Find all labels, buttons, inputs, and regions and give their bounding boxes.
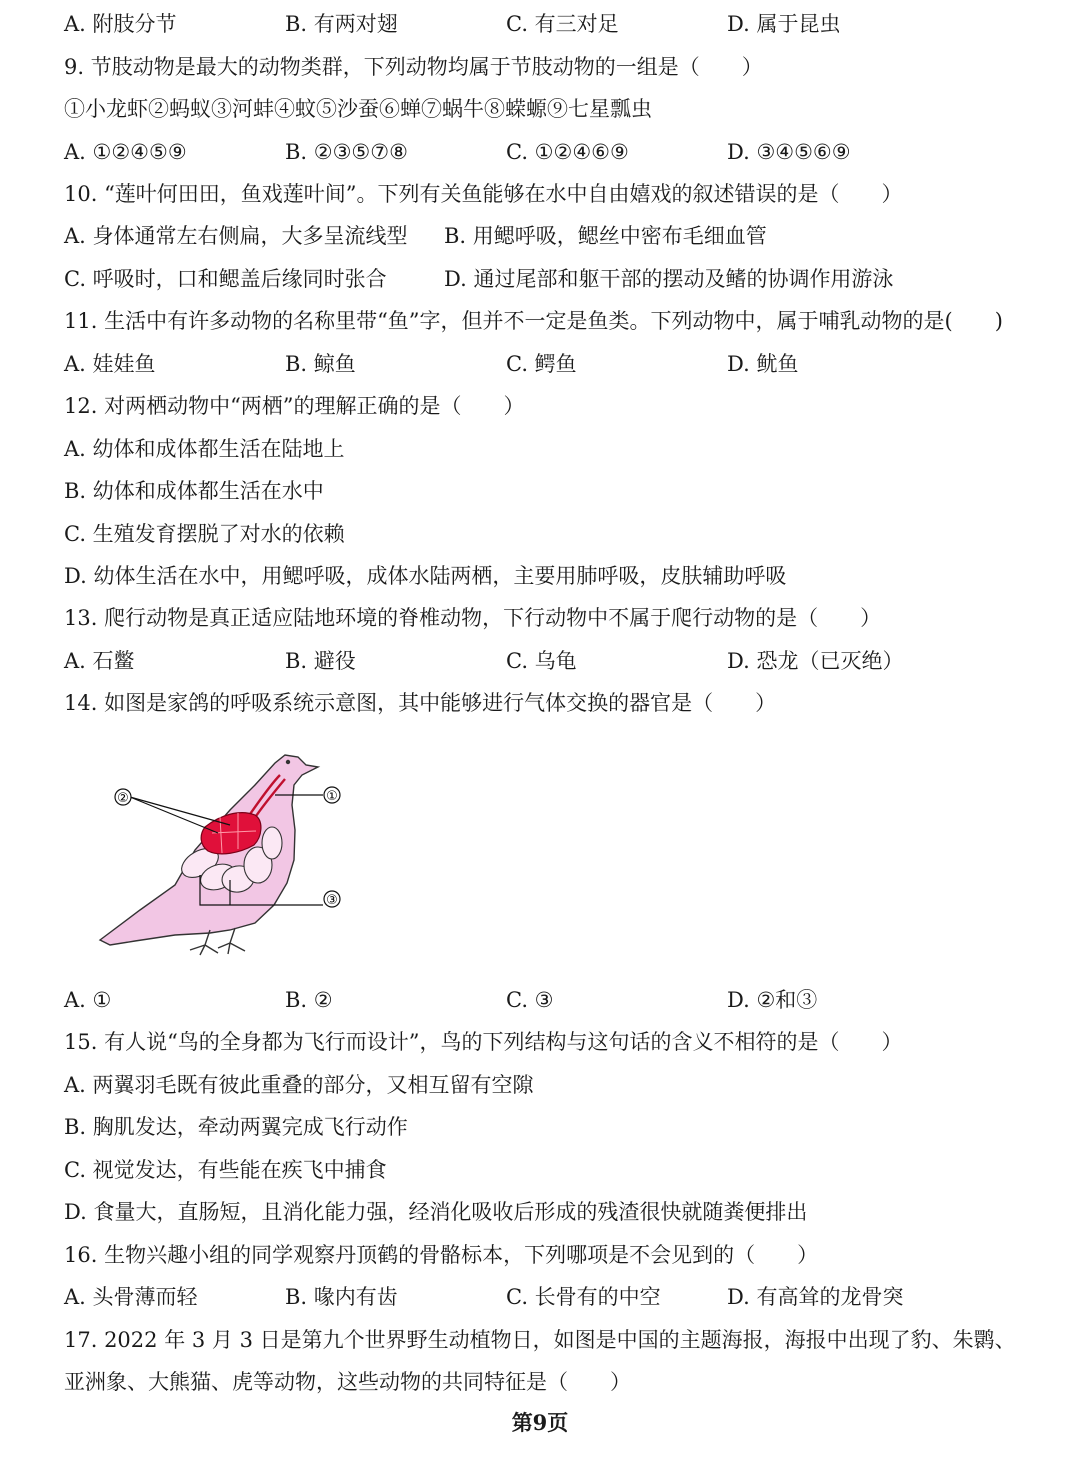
q9-option-b: B. ②③⑤⑦⑧ bbox=[285, 140, 408, 164]
q10-option-c: C. 呼吸时，口和鳃盖后缘同时张合 bbox=[64, 267, 387, 291]
q10-options-row1 bbox=[64, 221, 1060, 251]
q12-option-a: A. 幼体和成体都生活在陆地上 bbox=[64, 437, 345, 461]
q10-option-a: A. 身体通常左右侧扁，大多呈流线型 bbox=[64, 224, 408, 248]
q13-option-c: C. 乌龟 bbox=[506, 649, 577, 673]
q10-option-b: B. 用鳃呼吸，鳃丝中密布毛细血管 bbox=[444, 224, 767, 248]
q13-option-b: B. 避役 bbox=[285, 649, 356, 673]
q11-stem: 11. 生活中有许多动物的名称里带“鱼”字，但并不一定是鱼类。下列动物中，属于哺乳动物的是( ) bbox=[64, 309, 1003, 333]
q9-option-a: A. ①②④⑤⑨ bbox=[64, 140, 187, 164]
q9-option-d: D. ③④⑤⑥⑨ bbox=[727, 140, 851, 164]
q14-option-d: D. ②和③ bbox=[727, 988, 818, 1012]
q11-option-b: B. 鲸鱼 bbox=[285, 352, 356, 376]
q8-option-c: C. 有三对足 bbox=[506, 12, 619, 36]
q8-option-a: A. 附肢分节 bbox=[64, 12, 177, 36]
q15-option-b: B. 胸肌发达，牵动两翼完成飞行动作 bbox=[64, 1115, 408, 1139]
q16-option-c: C. 长骨有的中空 bbox=[506, 1285, 661, 1309]
q14-option-c: C. ③ bbox=[506, 988, 554, 1012]
pigeon-respiratory-diagram bbox=[80, 745, 380, 960]
label-1 bbox=[324, 787, 340, 804]
q8-option-d: D. 属于昆虫 bbox=[727, 12, 841, 36]
q16-option-a: A. 头骨薄而轻 bbox=[64, 1285, 198, 1309]
q12-option-d: D. 幼体生活在水中，用鳃呼吸，成体水陆两栖，主要用肺呼吸，皮肤辅助呼吸 bbox=[64, 564, 787, 588]
q9-option-c: C. ①②④⑥⑨ bbox=[506, 140, 629, 164]
q11-option-a: A. 娃娃鱼 bbox=[64, 352, 156, 376]
q11-option-c: C. 鳄鱼 bbox=[506, 352, 577, 376]
q10-option-d: D. 通过尾部和躯干部的摆动及鳍的协调作用游泳 bbox=[444, 267, 894, 291]
q16-option-d: D. 有高耸的龙骨突 bbox=[727, 1285, 904, 1309]
label-2-text: ② bbox=[117, 791, 129, 806]
q13-option-a: A. 石鳖 bbox=[64, 649, 135, 673]
label-3 bbox=[324, 891, 340, 908]
q16-stem: 16. 生物兴趣小组的同学观察丹顶鹤的骨骼标本，下列哪项是不会见到的（ ） bbox=[64, 1243, 819, 1267]
q15-stem: 15. 有人说“鸟的全身都为飞行而设计”，鸟的下列结构与这句话的含义不相符的是（ ） bbox=[64, 1030, 903, 1054]
q13-options bbox=[64, 646, 1060, 676]
q9-options bbox=[64, 137, 1060, 167]
q13-stem: 13. 爬行动物是真正适应陆地环境的脊椎动物，下行动物中不属于爬行动物的是（ ） bbox=[64, 606, 882, 630]
q14-option-b: B. ② bbox=[285, 988, 333, 1012]
q12-option-c: C. 生殖发育摆脱了对水的依赖 bbox=[64, 522, 345, 546]
q12-stem: 12. 对两栖动物中“两栖”的理解正确的是（ ） bbox=[64, 394, 525, 418]
q11-options bbox=[64, 349, 1060, 379]
q11-option-d: D. 鱿鱼 bbox=[727, 352, 799, 376]
q13-option-d: D. 恐龙（已灭绝） bbox=[727, 649, 904, 673]
q16-options bbox=[64, 1282, 1060, 1312]
q15-option-d: D. 食量大，直肠短，且消化能力强，经消化吸收后形成的残渣很快就随粪便排出 bbox=[64, 1200, 808, 1224]
q8-options bbox=[64, 9, 1060, 39]
q10-stem: 10. “莲叶何田田，鱼戏莲叶间”。下列有关鱼能够在水中自由嬉戏的叙述错误的是（ ） bbox=[64, 182, 903, 206]
q8-option-b: B. 有两对翅 bbox=[285, 12, 398, 36]
q16-option-b: B. 喙内有齿 bbox=[285, 1285, 398, 1309]
q17-stem-line1: 17. 2022 年 3 月 3 日是第九个世界野生动植物日，如图是中国的主题海报，海报中出现了豹、朱鹮、 bbox=[64, 1328, 1016, 1352]
q14-options bbox=[64, 985, 1060, 1015]
q9-list: ①小龙虾②蚂蚁③河蚌④蚊⑤沙蚕⑥蝉⑦蜗牛⑧蝾螈⑨七星瓢虫 bbox=[64, 97, 652, 121]
q15-option-c: C. 视觉发达，有些能在疾飞中捕食 bbox=[64, 1158, 387, 1182]
q15-option-a: A. 两翼羽毛既有彼此重叠的部分，又相互留有空隙 bbox=[64, 1073, 534, 1097]
label-2 bbox=[115, 789, 131, 806]
q17-stem-line2: 亚洲象、大熊猫、虎等动物，这些动物的共同特征是（ ） bbox=[64, 1370, 631, 1394]
q12-option-b: B. 幼体和成体都生活在水中 bbox=[64, 479, 324, 503]
q9-stem: 9. 节肢动物是最大的动物类群，下列动物均属于节肢动物的一组是（ ） bbox=[64, 55, 763, 79]
label-3-text: ③ bbox=[326, 893, 338, 908]
q14-option-a: A. ① bbox=[64, 988, 112, 1012]
q14-stem: 14. 如图是家鸽的呼吸系统示意图，其中能够进行气体交换的器官是（ ） bbox=[64, 691, 777, 715]
page-number: 第9页 bbox=[511, 1410, 569, 1435]
label-1-text: ① bbox=[326, 789, 338, 804]
q10-options-row2 bbox=[64, 264, 1060, 294]
pigeon-eye bbox=[286, 760, 290, 764]
